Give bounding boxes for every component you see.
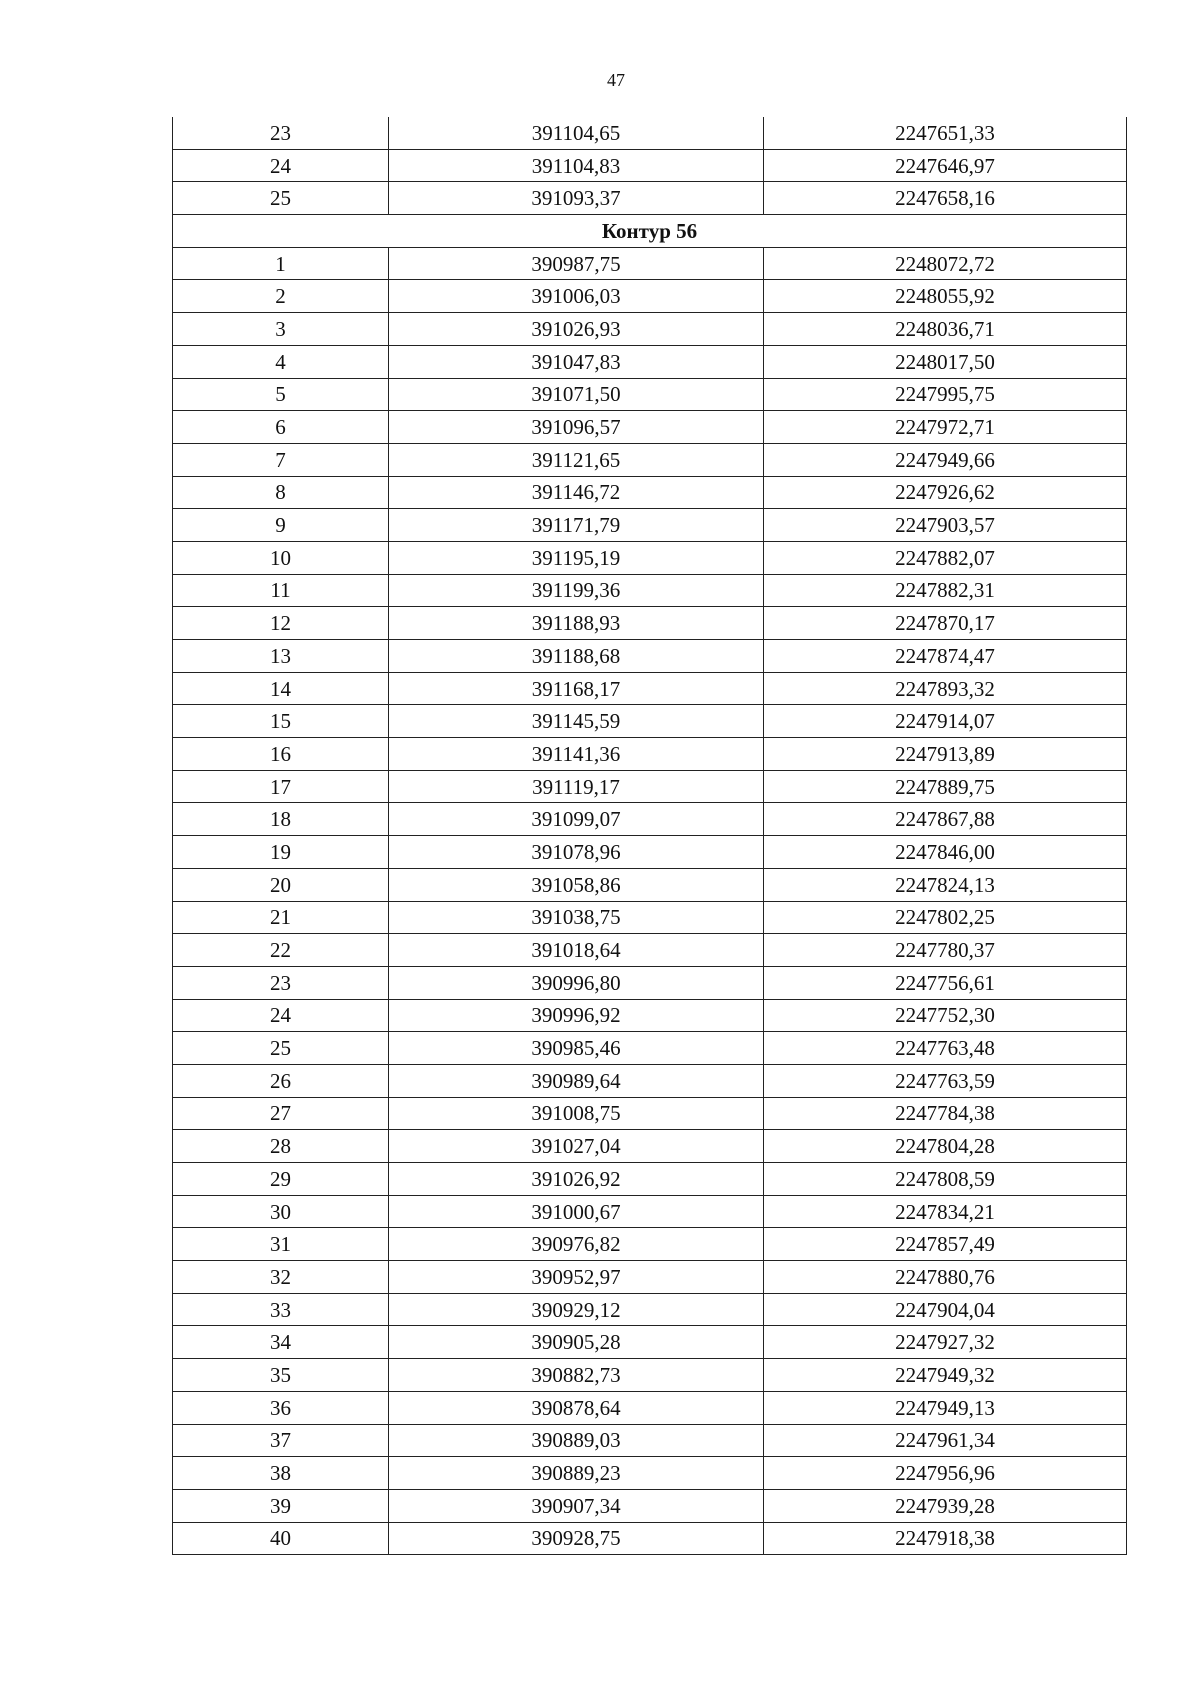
point-number-cell: 28 (173, 1130, 389, 1163)
y-coordinate-cell: 2247882,31 (764, 574, 1127, 607)
y-coordinate-cell: 2247961,34 (764, 1424, 1127, 1457)
table-row (173, 770, 1127, 803)
table-row (173, 378, 1127, 411)
point-number-cell: 13 (173, 640, 389, 673)
point-number-cell: 8 (173, 476, 389, 509)
point-number-cell: 35 (173, 1359, 389, 1392)
table-row (173, 934, 1127, 967)
x-coordinate-cell: 391078,96 (389, 836, 764, 869)
section-header-row (173, 215, 1127, 248)
y-coordinate-cell: 2248036,71 (764, 313, 1127, 346)
point-number-cell: 2 (173, 280, 389, 313)
table-row (173, 476, 1127, 509)
y-coordinate-cell: 2248017,50 (764, 345, 1127, 378)
table-row (173, 1097, 1127, 1130)
y-coordinate-cell: 2248072,72 (764, 247, 1127, 280)
point-number-cell: 36 (173, 1391, 389, 1424)
table-row (173, 640, 1127, 673)
point-number-cell: 25 (173, 1032, 389, 1065)
table-row (173, 966, 1127, 999)
point-number-cell: 4 (173, 345, 389, 378)
x-coordinate-cell: 391000,67 (389, 1195, 764, 1228)
point-number-cell: 19 (173, 836, 389, 869)
point-number-cell: 16 (173, 738, 389, 771)
table-row (173, 149, 1127, 182)
x-coordinate-cell: 391104,83 (389, 149, 764, 182)
coordinates-table-body (173, 117, 1127, 1555)
point-number-cell: 1 (173, 247, 389, 280)
x-coordinate-cell: 391027,04 (389, 1130, 764, 1163)
y-coordinate-cell: 2247780,37 (764, 934, 1127, 967)
x-coordinate-cell: 391199,36 (389, 574, 764, 607)
x-coordinate-cell: 390929,12 (389, 1293, 764, 1326)
y-coordinate-cell: 2247752,30 (764, 999, 1127, 1032)
table-row (173, 803, 1127, 836)
y-coordinate-cell: 2247918,38 (764, 1522, 1127, 1555)
table-row (173, 1163, 1127, 1196)
point-number-cell: 40 (173, 1522, 389, 1555)
table-row (173, 247, 1127, 280)
x-coordinate-cell: 391188,93 (389, 607, 764, 640)
point-number-cell: 39 (173, 1489, 389, 1522)
point-number-cell: 25 (173, 182, 389, 215)
table-row (173, 1359, 1127, 1392)
x-coordinate-cell: 391026,92 (389, 1163, 764, 1196)
x-coordinate-cell: 391096,57 (389, 411, 764, 444)
y-coordinate-cell: 2247867,88 (764, 803, 1127, 836)
point-number-cell: 30 (173, 1195, 389, 1228)
x-coordinate-cell: 391146,72 (389, 476, 764, 509)
table-row (173, 738, 1127, 771)
table-row (173, 1064, 1127, 1097)
table-row (173, 1326, 1127, 1359)
table-row (173, 705, 1127, 738)
x-coordinate-cell: 391195,19 (389, 541, 764, 574)
y-coordinate-cell: 2247802,25 (764, 901, 1127, 934)
y-coordinate-cell: 2247651,33 (764, 117, 1127, 149)
point-number-cell: 5 (173, 378, 389, 411)
table-row (173, 1261, 1127, 1294)
y-coordinate-cell: 2247926,62 (764, 476, 1127, 509)
x-coordinate-cell: 390878,64 (389, 1391, 764, 1424)
x-coordinate-cell: 391018,64 (389, 934, 764, 967)
y-coordinate-cell: 2247889,75 (764, 770, 1127, 803)
point-number-cell: 38 (173, 1457, 389, 1490)
point-number-cell: 34 (173, 1326, 389, 1359)
y-coordinate-cell: 2247913,89 (764, 738, 1127, 771)
point-number-cell: 24 (173, 999, 389, 1032)
x-coordinate-cell: 390907,34 (389, 1489, 764, 1522)
y-coordinate-cell: 2247808,59 (764, 1163, 1127, 1196)
point-number-cell: 23 (173, 117, 389, 149)
y-coordinate-cell: 2247857,49 (764, 1228, 1127, 1261)
x-coordinate-cell: 391071,50 (389, 378, 764, 411)
section-title: Контур 56 (173, 215, 1127, 248)
coordinates-table (172, 117, 1127, 1555)
table-row (173, 1391, 1127, 1424)
x-coordinate-cell: 391026,93 (389, 313, 764, 346)
point-number-cell: 37 (173, 1424, 389, 1457)
x-coordinate-cell: 390889,23 (389, 1457, 764, 1490)
point-number-cell: 10 (173, 541, 389, 574)
table-row (173, 868, 1127, 901)
table-row (173, 313, 1127, 346)
y-coordinate-cell: 2247939,28 (764, 1489, 1127, 1522)
x-coordinate-cell: 391141,36 (389, 738, 764, 771)
x-coordinate-cell: 390882,73 (389, 1359, 764, 1392)
y-coordinate-cell: 2247834,21 (764, 1195, 1127, 1228)
y-coordinate-cell: 2247646,97 (764, 149, 1127, 182)
point-number-cell: 6 (173, 411, 389, 444)
table-row (173, 901, 1127, 934)
table-row (173, 1489, 1127, 1522)
table-row (173, 836, 1127, 869)
point-number-cell: 14 (173, 672, 389, 705)
x-coordinate-cell: 391188,68 (389, 640, 764, 673)
x-coordinate-cell: 390889,03 (389, 1424, 764, 1457)
y-coordinate-cell: 2247824,13 (764, 868, 1127, 901)
y-coordinate-cell: 2248055,92 (764, 280, 1127, 313)
table-row (173, 1424, 1127, 1457)
y-coordinate-cell: 2247893,32 (764, 672, 1127, 705)
x-coordinate-cell: 390996,80 (389, 966, 764, 999)
table-row (173, 182, 1127, 215)
y-coordinate-cell: 2247784,38 (764, 1097, 1127, 1130)
table-row (173, 1293, 1127, 1326)
x-coordinate-cell: 391171,79 (389, 509, 764, 542)
x-coordinate-cell: 390985,46 (389, 1032, 764, 1065)
x-coordinate-cell: 390976,82 (389, 1228, 764, 1261)
point-number-cell: 18 (173, 803, 389, 836)
y-coordinate-cell: 2247763,59 (764, 1064, 1127, 1097)
y-coordinate-cell: 2247995,75 (764, 378, 1127, 411)
x-coordinate-cell: 391121,65 (389, 443, 764, 476)
table-row (173, 509, 1127, 542)
point-number-cell: 27 (173, 1097, 389, 1130)
y-coordinate-cell: 2247903,57 (764, 509, 1127, 542)
y-coordinate-cell: 2247846,00 (764, 836, 1127, 869)
y-coordinate-cell: 2247804,28 (764, 1130, 1127, 1163)
x-coordinate-cell: 391047,83 (389, 345, 764, 378)
y-coordinate-cell: 2247882,07 (764, 541, 1127, 574)
y-coordinate-cell: 2247949,13 (764, 1391, 1127, 1424)
x-coordinate-cell: 390996,92 (389, 999, 764, 1032)
table-row (173, 1457, 1127, 1490)
y-coordinate-cell: 2247927,32 (764, 1326, 1127, 1359)
x-coordinate-cell: 391119,17 (389, 770, 764, 803)
table-row (173, 1130, 1127, 1163)
x-coordinate-cell: 391038,75 (389, 901, 764, 934)
y-coordinate-cell: 2247914,07 (764, 705, 1127, 738)
x-coordinate-cell: 390952,97 (389, 1261, 764, 1294)
table-row (173, 999, 1127, 1032)
y-coordinate-cell: 2247904,04 (764, 1293, 1127, 1326)
x-coordinate-cell: 390928,75 (389, 1522, 764, 1555)
x-coordinate-cell: 390905,28 (389, 1326, 764, 1359)
table-row (173, 541, 1127, 574)
point-number-cell: 9 (173, 509, 389, 542)
table-row (173, 280, 1127, 313)
y-coordinate-cell: 2247949,32 (764, 1359, 1127, 1392)
y-coordinate-cell: 2247949,66 (764, 443, 1127, 476)
y-coordinate-cell: 2247972,71 (764, 411, 1127, 444)
point-number-cell: 20 (173, 868, 389, 901)
table-row (173, 411, 1127, 444)
x-coordinate-cell: 391058,86 (389, 868, 764, 901)
point-number-cell: 7 (173, 443, 389, 476)
table-row (173, 117, 1127, 149)
point-number-cell: 3 (173, 313, 389, 346)
page-number: 47 (607, 70, 625, 90)
y-coordinate-cell: 2247880,76 (764, 1261, 1127, 1294)
x-coordinate-cell: 391145,59 (389, 705, 764, 738)
table-row (173, 443, 1127, 476)
point-number-cell: 15 (173, 705, 389, 738)
table-row (173, 1195, 1127, 1228)
point-number-cell: 24 (173, 149, 389, 182)
y-coordinate-cell: 2247870,17 (764, 607, 1127, 640)
y-coordinate-cell: 2247956,96 (764, 1457, 1127, 1490)
y-coordinate-cell: 2247874,47 (764, 640, 1127, 673)
table-row (173, 607, 1127, 640)
table-row (173, 1522, 1127, 1555)
point-number-cell: 31 (173, 1228, 389, 1261)
table-row (173, 574, 1127, 607)
point-number-cell: 17 (173, 770, 389, 803)
x-coordinate-cell: 391099,07 (389, 803, 764, 836)
point-number-cell: 32 (173, 1261, 389, 1294)
point-number-cell: 21 (173, 901, 389, 934)
point-number-cell: 23 (173, 966, 389, 999)
x-coordinate-cell: 391008,75 (389, 1097, 764, 1130)
x-coordinate-cell: 390989,64 (389, 1064, 764, 1097)
point-number-cell: 11 (173, 574, 389, 607)
table-row (173, 672, 1127, 705)
y-coordinate-cell: 2247658,16 (764, 182, 1127, 215)
table-row (173, 345, 1127, 378)
point-number-cell: 22 (173, 934, 389, 967)
table-row (173, 1032, 1127, 1065)
table-row (173, 1228, 1127, 1261)
y-coordinate-cell: 2247763,48 (764, 1032, 1127, 1065)
x-coordinate-cell: 390987,75 (389, 247, 764, 280)
x-coordinate-cell: 391093,37 (389, 182, 764, 215)
point-number-cell: 26 (173, 1064, 389, 1097)
y-coordinate-cell: 2247756,61 (764, 966, 1127, 999)
x-coordinate-cell: 391104,65 (389, 117, 764, 149)
point-number-cell: 33 (173, 1293, 389, 1326)
point-number-cell: 12 (173, 607, 389, 640)
x-coordinate-cell: 391006,03 (389, 280, 764, 313)
x-coordinate-cell: 391168,17 (389, 672, 764, 705)
point-number-cell: 29 (173, 1163, 389, 1196)
